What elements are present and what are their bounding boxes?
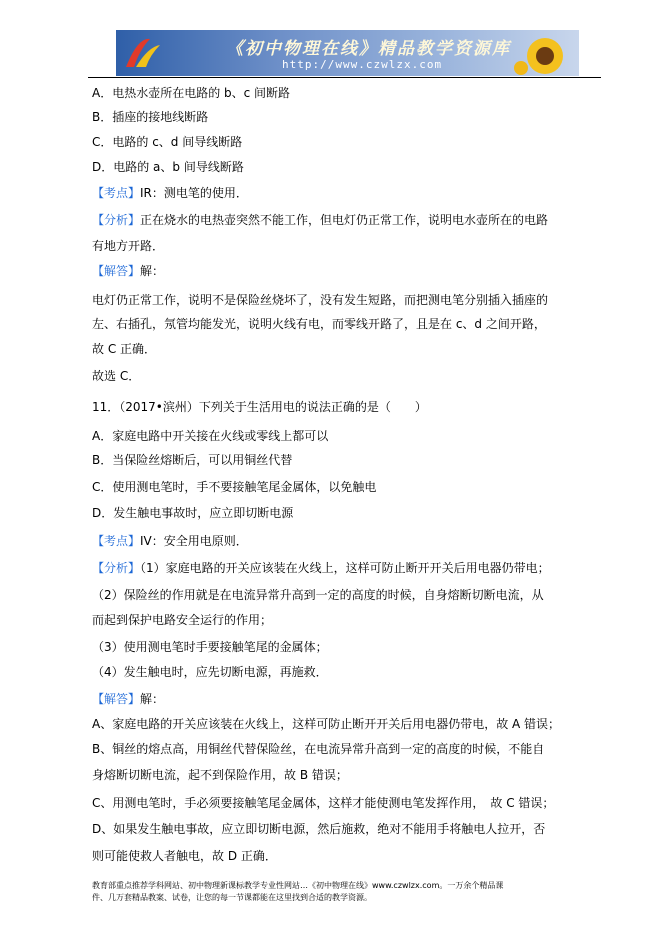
text-line	[92, 821, 545, 837]
section-tag: 【考点】	[92, 186, 141, 200]
line-text: 而起到保护电路安全运行的作用；	[92, 613, 273, 627]
line-text: C．电路的 c、d 间导线断路	[92, 135, 243, 149]
banner-url: http://www.czwlzx.com	[282, 58, 443, 71]
line-text: B．插座的接地线断路	[92, 110, 209, 124]
line-text: D．电路的 a、b 间导线断路	[92, 160, 244, 174]
line-text: 身熔断切断电流，起不到保险作用，故 B 错误；	[92, 768, 348, 782]
text-line	[92, 109, 208, 125]
text-line	[92, 452, 292, 468]
text-line	[92, 560, 550, 576]
footer-line-2: 件、几万套精品教案、试卷，让您的每一节课都能在这里找到合适的教学资源。	[92, 893, 372, 902]
line-text: A、家庭电路的开关应该装在火线上，这样可防止断开开关后用电器仍带电，故 A 错误；	[92, 717, 561, 731]
text-line	[92, 691, 164, 707]
line-text: D．发生触电事故时，应立即切断电源	[92, 506, 294, 520]
line-text: A．电热水壶所在电路的 b、c 间断路	[92, 86, 291, 100]
section-tag: 【解答】	[92, 264, 141, 278]
text-line	[92, 795, 554, 811]
sunflower-icon	[513, 32, 573, 76]
line-text: 左、右插孔，氖管均能发光，说明火线有电，而零线开路了，且是在 c、d 之间开路，	[92, 317, 546, 331]
text-line	[92, 505, 293, 521]
line-text: B．当保险丝熔断后，可以用铜丝代替	[92, 453, 293, 467]
line-text: 解：	[140, 692, 165, 706]
text-line	[92, 134, 242, 150]
text-line	[92, 368, 140, 384]
line-text: 则可能使救人者触电，故 D 正确．	[92, 849, 277, 863]
text-line	[92, 212, 548, 228]
text-line	[92, 185, 248, 201]
line-text: （1）家庭电路的开关应该装在火线上，这样可防止断开开关后用电器仍带电；	[140, 561, 550, 575]
text-line	[92, 85, 290, 101]
section-tag: 【分析】	[92, 213, 141, 227]
section-tag: 【解答】	[92, 692, 141, 706]
line-text: 正在烧水的电热壶突然不能工作，但电灯仍正常工作，说明电水壶所在的电路	[140, 213, 549, 227]
line-text: D、如果发生触电事故，应立即切断电源，然后施救，绝对不能用手将触电人拉开，否	[92, 822, 546, 836]
site-logo-icon	[120, 33, 164, 73]
text-line	[92, 587, 544, 603]
text-line	[92, 159, 244, 175]
line-text: A．家庭电路中开关接在火线或零线上都可以	[92, 429, 329, 443]
header-divider	[88, 77, 601, 78]
line-text: 故 C 正确．	[92, 342, 157, 356]
header-banner	[116, 30, 579, 76]
line-text: 有地方开路．	[92, 239, 165, 253]
line-text: IR：测电笔的使用．	[140, 186, 248, 200]
section-tag: 【分析】	[92, 561, 141, 575]
text-line	[92, 292, 548, 308]
banner-title: 《初中物理在线》精品教学资源库	[226, 39, 511, 59]
text-line	[92, 612, 272, 628]
line-text: 11．（2017•滨州）下列关于生活用电的说法正确的是（ ）	[92, 400, 427, 414]
text-line	[92, 479, 376, 495]
text-line	[92, 428, 328, 444]
text-line	[92, 341, 156, 357]
text-line	[92, 238, 164, 254]
text-line	[92, 741, 544, 757]
line-text: 故选 C．	[92, 369, 141, 383]
text-line	[92, 848, 277, 864]
text-line	[92, 767, 348, 783]
line-text: 解：	[140, 264, 165, 278]
section-tag: 【考点】	[92, 534, 141, 548]
text-line	[92, 664, 328, 680]
line-text: （4）发生触电时，应先切断电源，再施救．	[92, 665, 328, 679]
line-text: C、用测电笔时，手必须要接触笔尾金属体，这样才能使测电笔发挥作用， 故 C 错误；	[92, 796, 555, 810]
line-text: （2）保险丝的作用就是在电流异常升高到一定的高度的时候，自身熔断切断电流，从	[92, 588, 544, 602]
text-line	[92, 316, 546, 332]
text-line	[92, 399, 427, 415]
text-line	[92, 716, 560, 732]
line-text: IV：安全用电原则．	[140, 534, 248, 548]
footer-line-1: 教育部重点推荐学科网站、初中物理新课标教学专业性网站…《初中物理在线》www.czwlzx.com。一万余个精品课	[92, 881, 504, 890]
page-footer	[92, 880, 503, 904]
text-line	[92, 639, 328, 655]
text-line	[92, 263, 164, 279]
line-text: C．使用测电笔时，手不要接触笔尾金属体，以免触电	[92, 480, 377, 494]
line-text: （3）使用测电笔时手要接触笔尾的金属体；	[92, 640, 328, 654]
text-line	[92, 533, 248, 549]
line-text: B、铜丝的熔点高，用铜丝代替保险丝，在电流异常升高到一定的高度的时候，不能自	[92, 742, 545, 756]
line-text: 电灯仍正常工作，说明不是保险丝烧坏了，没有发生短路，而把测电笔分别插入插座的	[92, 293, 549, 307]
